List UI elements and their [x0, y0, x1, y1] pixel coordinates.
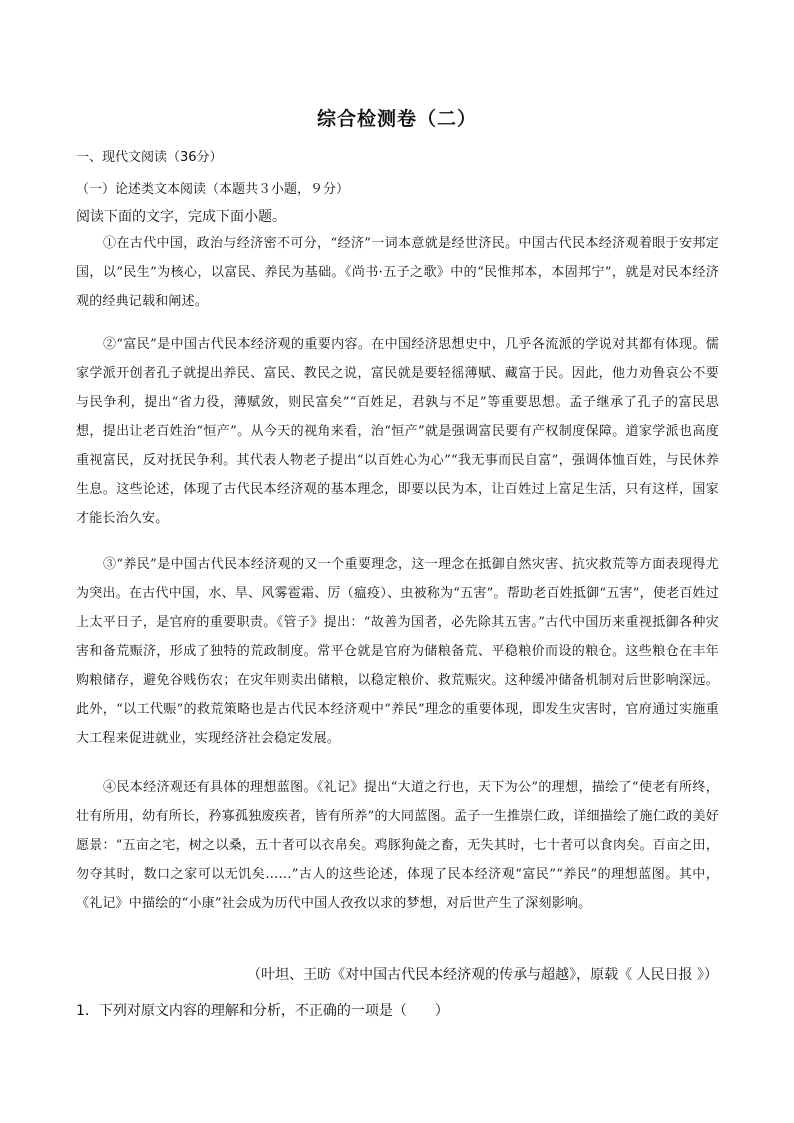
section-heading: 一、现代文阅读（36分） [76, 150, 223, 165]
paragraph-2: ②“富民”是中国古代民本经济观的重要内容。在中国经济思想史中，几乎各流派的学说对其都有体现。儒家学派开创者孔子就提出养民、富民、教民之说，富民就是要轻徭薄赋、藏富于民。因此，他力劝鲁哀公不要与民争利，提出“省力役，薄赋敛，则民富矣”“百姓足，君孰与不足”等重要思想。孟子继承了孔子的富民思想，提出让老百姓治“恒产”。从今天的视角来看，治“恒产”就是强调富民要有产权制度保障。道家学派也高度重视富民，反对抚民争利。其代表人物老子提出“以百姓心为心”“我无事而民自富”，强调体恤百姓，与民休养生息。这些论述，体现了古代民本经济观的基本理念，即要以民为本，让百姓过上富足生活，只有这样，国家才能长治久安。 [76, 337, 719, 526]
paragraph-4: ④民本经济观还有具体的理想蓝图。《礼记》提出“大道之行也，天下为公”的理想，描绘了“使老有所终，壮有所用，幼有所长，矜寡孤独废疾者，皆有所养”的大同蓝图。孟子一生推崇仁政，详细描绘了施仁政的美好愿景：“五亩之宅，树之以桑，五十者可以衣帛矣。鸡豚狗彘之畜，无失其时，七十者可以食肉矣。百亩之田，勿夺其时，数口之家可以无饥矣……”古人的这些论述，体现了民本经济观“富民”“养民”的理想蓝图。其中，《礼记》中描绘的“小康”社会成为历代中国人孜孜以求的梦想，对后世产生了深刻影响。 [76, 780, 719, 911]
exam-title: 综合检测卷（二） [316, 108, 477, 130]
paragraph-3: ③“养民”是中国古代民本经济观的又一个重要理念，这一理念在抵御自然灾害、抗灾救荒等方面表现得尤为突出。在古代中国，水、旱、风雾雹霜、厉（瘟疫）、虫被称为“五害”。帮助老百姓抵御“五害”，使老百姓过上太平日子，是官府的重要职责。《管子》提出：“故善为国者，必先除其五害。”古代中国历来重视抵御各种灾害和备荒赈济，形成了独特的荒政制度。常平仓就是官府为储粮备荒、平稳粮价而设的粮仓。这些粮仓在丰年购粮储存，避免谷贱伤农；在灾年则卖出储粮，以稳定粮价、救荒赈灾。这种缓冲储备机制对后世影响深远。此外，“以工代赈”的救荒策略也是古代民本经济观中“养民”理念的重要体现，即发生灾害时，官府通过实施重大工程来促进就业，实现经济社会稳定发展。 [76, 557, 719, 746]
source-citation: （叶坦、王昉《对中国古代民本经济观的传承与超越》，原载《 人民日报 》） [247, 967, 718, 983]
subsection-heading: （一）论述类文本阅读（本题共３小题，９分） [76, 182, 350, 197]
reading-instruction: 阅读下面的文字，完成下面小题。 [76, 209, 286, 225]
paragraph-1: ①在古代中国，政治与经济密不可分，“经济”一词本意就是经世济民。中国古代民本经济观着眼于安邦定国，以“民生”为核心，以富民、养民为基础。《尚书·五子之歌》中的“民惟邦本，本固邦宁”，就是对民本经济观的经典记载和阐述。 [76, 236, 719, 309]
question-1: 1．下列对原文内容的理解和分析，不正确的一项是（ ） [76, 1003, 449, 1019]
